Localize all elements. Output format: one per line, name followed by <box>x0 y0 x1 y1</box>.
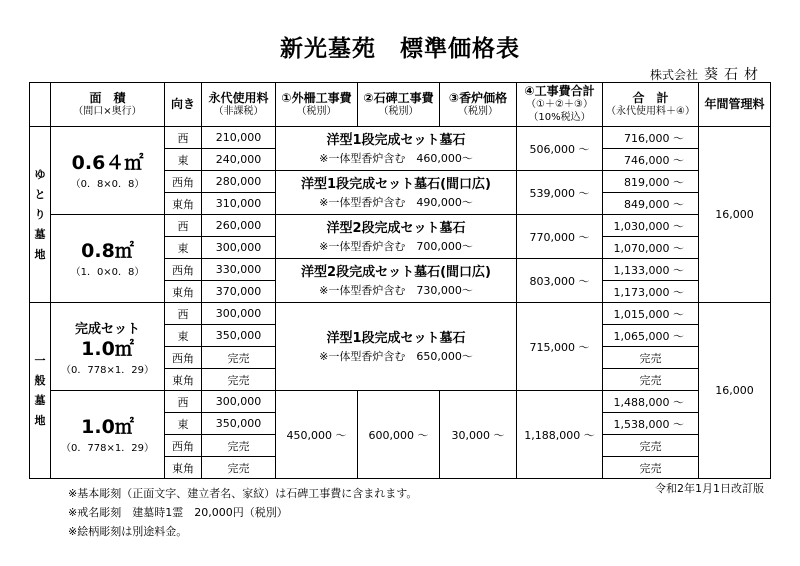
header-annual-fee: 年間管理料 <box>699 83 771 127</box>
direction-cell: 東角 <box>165 457 202 479</box>
total-cell: 1,488,000 ～ <box>603 391 699 413</box>
usage-fee-cell: 完売 <box>202 347 276 369</box>
total-cell: 完売 <box>603 347 699 369</box>
header-usage-fee: 永代使用料 （非課税） <box>202 83 276 127</box>
direction-cell: 東角 <box>165 281 202 303</box>
total-cell: 1,538,000 ～ <box>603 413 699 435</box>
total-cell: 完売 <box>603 435 699 457</box>
company-name <box>650 64 764 84</box>
stone-cell: 600,000 ～ <box>358 391 440 479</box>
total-cell: 完売 <box>603 369 699 391</box>
note-line: ※基本彫刻（正面文字、建立者名、家紋）は石碑工事費に含まれます。 <box>68 487 418 500</box>
annual-fee-cell: 16,000 <box>699 127 771 303</box>
direction-cell: 西 <box>165 215 202 237</box>
area-cell: 0.8㎡ （1．0×0．8） <box>51 215 165 303</box>
area-cell: 1.0㎡ （0．778×1．29） <box>51 391 165 479</box>
total-cell: 完売 <box>603 457 699 479</box>
total-cell: 1,173,000 ～ <box>603 281 699 303</box>
construction-total-cell: 770,000 ～ <box>517 215 603 259</box>
header-construction-total: ④工事費合計 （①＋②＋③） （10%税込） <box>517 83 603 127</box>
total-cell: 1,133,000 ～ <box>603 259 699 281</box>
header-blank <box>30 83 51 127</box>
total-cell: 1,070,000 ～ <box>603 237 699 259</box>
header-row <box>30 83 771 127</box>
total-cell: 746,000 ～ <box>603 149 699 171</box>
usage-fee-cell: 350,000 <box>202 325 276 347</box>
usage-fee-cell: 完売 <box>202 369 276 391</box>
header-incense: ③香炉価格 （税別） <box>440 83 517 127</box>
direction-cell: 東 <box>165 325 202 347</box>
construction-total-cell: 1,188,000 ～ <box>517 391 603 479</box>
usage-fee-cell: 完売 <box>202 435 276 457</box>
direction-cell: 西 <box>165 303 202 325</box>
usage-fee-cell: 300,000 <box>202 303 276 325</box>
product-cell: 洋型1段完成セット墓石 ※一体型香炉含む 650,000～ <box>276 303 517 391</box>
construction-total-cell: 803,000 ～ <box>517 259 603 303</box>
usage-fee-cell: 370,000 <box>202 281 276 303</box>
product-cell: 洋型1段完成セット墓石(間口広) ※一体型香炉含む 490,000～ <box>276 171 517 215</box>
table-row <box>30 391 771 413</box>
table-row <box>30 303 771 325</box>
direction-cell: 東角 <box>165 369 202 391</box>
section-label-ippan: 一般墓地 <box>30 303 51 479</box>
header-total: 合 計 （永代使用料＋④） <box>603 83 699 127</box>
usage-fee-cell: 260,000 <box>202 215 276 237</box>
header-direction: 向き <box>165 83 202 127</box>
note-line: ※絵柄彫刻は別途料金。 <box>68 525 188 538</box>
table-row <box>30 127 771 149</box>
total-cell: 819,000 ～ <box>603 171 699 193</box>
direction-cell: 西角 <box>165 435 202 457</box>
header-fence: ①外柵工事費 （税別） <box>276 83 358 127</box>
total-cell: 1,015,000 ～ <box>603 303 699 325</box>
area-cell: 0.6４㎡ （0．8×0．8） <box>51 127 165 215</box>
revision-date: 令和2年1月1日改訂版 <box>655 482 764 495</box>
direction-cell: 東 <box>165 237 202 259</box>
usage-fee-cell: 300,000 <box>202 237 276 259</box>
total-cell: 716,000 ～ <box>603 127 699 149</box>
direction-cell: 西 <box>165 391 202 413</box>
note-line: ※戒名彫刻 建墓時1霊 20,000円（税別） <box>68 506 288 519</box>
company-label: 葵石材 <box>704 67 764 83</box>
product-cell: 洋型2段完成セット墓石(間口広) ※一体型香炉含む 730,000～ <box>276 259 517 303</box>
total-cell: 849,000 ～ <box>603 193 699 215</box>
usage-fee-cell: 280,000 <box>202 171 276 193</box>
price-table <box>29 82 771 479</box>
total-cell: 1,030,000 ～ <box>603 215 699 237</box>
area-cell: 完成セット 1.0㎡ （0．778×1．29） <box>51 303 165 391</box>
usage-fee-cell: 完売 <box>202 457 276 479</box>
header-area: 面 積 （間口×奥行） <box>51 83 165 127</box>
direction-cell: 東 <box>165 413 202 435</box>
direction-cell: 東 <box>165 149 202 171</box>
page-title: 新光墓苑 標準価格表 <box>280 36 520 62</box>
construction-total-cell: 715,000 ～ <box>517 303 603 391</box>
direction-cell: 西角 <box>165 259 202 281</box>
product-cell: 洋型2段完成セット墓石 ※一体型香炉含む 700,000～ <box>276 215 517 259</box>
usage-fee-cell: 310,000 <box>202 193 276 215</box>
fence-cell: 450,000 ～ <box>276 391 358 479</box>
usage-fee-cell: 240,000 <box>202 149 276 171</box>
notes <box>68 484 417 541</box>
section-label-yutori: ゆとり墓地 <box>30 127 51 303</box>
direction-cell: 西角 <box>165 171 202 193</box>
incense-cell: 30,000 ～ <box>440 391 517 479</box>
table-row <box>30 215 771 237</box>
direction-cell: 西 <box>165 127 202 149</box>
usage-fee-cell: 330,000 <box>202 259 276 281</box>
usage-fee-cell: 210,000 <box>202 127 276 149</box>
direction-cell: 西角 <box>165 347 202 369</box>
usage-fee-cell: 350,000 <box>202 413 276 435</box>
usage-fee-cell: 300,000 <box>202 391 276 413</box>
product-cell: 洋型1段完成セット墓石 ※一体型香炉含む 460,000～ <box>276 127 517 171</box>
annual-fee-cell: 16,000 <box>699 303 771 479</box>
header-stone: ②石碑工事費 （税別） <box>358 83 440 127</box>
direction-cell: 東角 <box>165 193 202 215</box>
total-cell: 1,065,000 ～ <box>603 325 699 347</box>
company-prefix: 株式会社 <box>649 68 698 82</box>
construction-total-cell: 506,000 ～ <box>517 127 603 171</box>
construction-total-cell: 539,000 ～ <box>517 171 603 215</box>
